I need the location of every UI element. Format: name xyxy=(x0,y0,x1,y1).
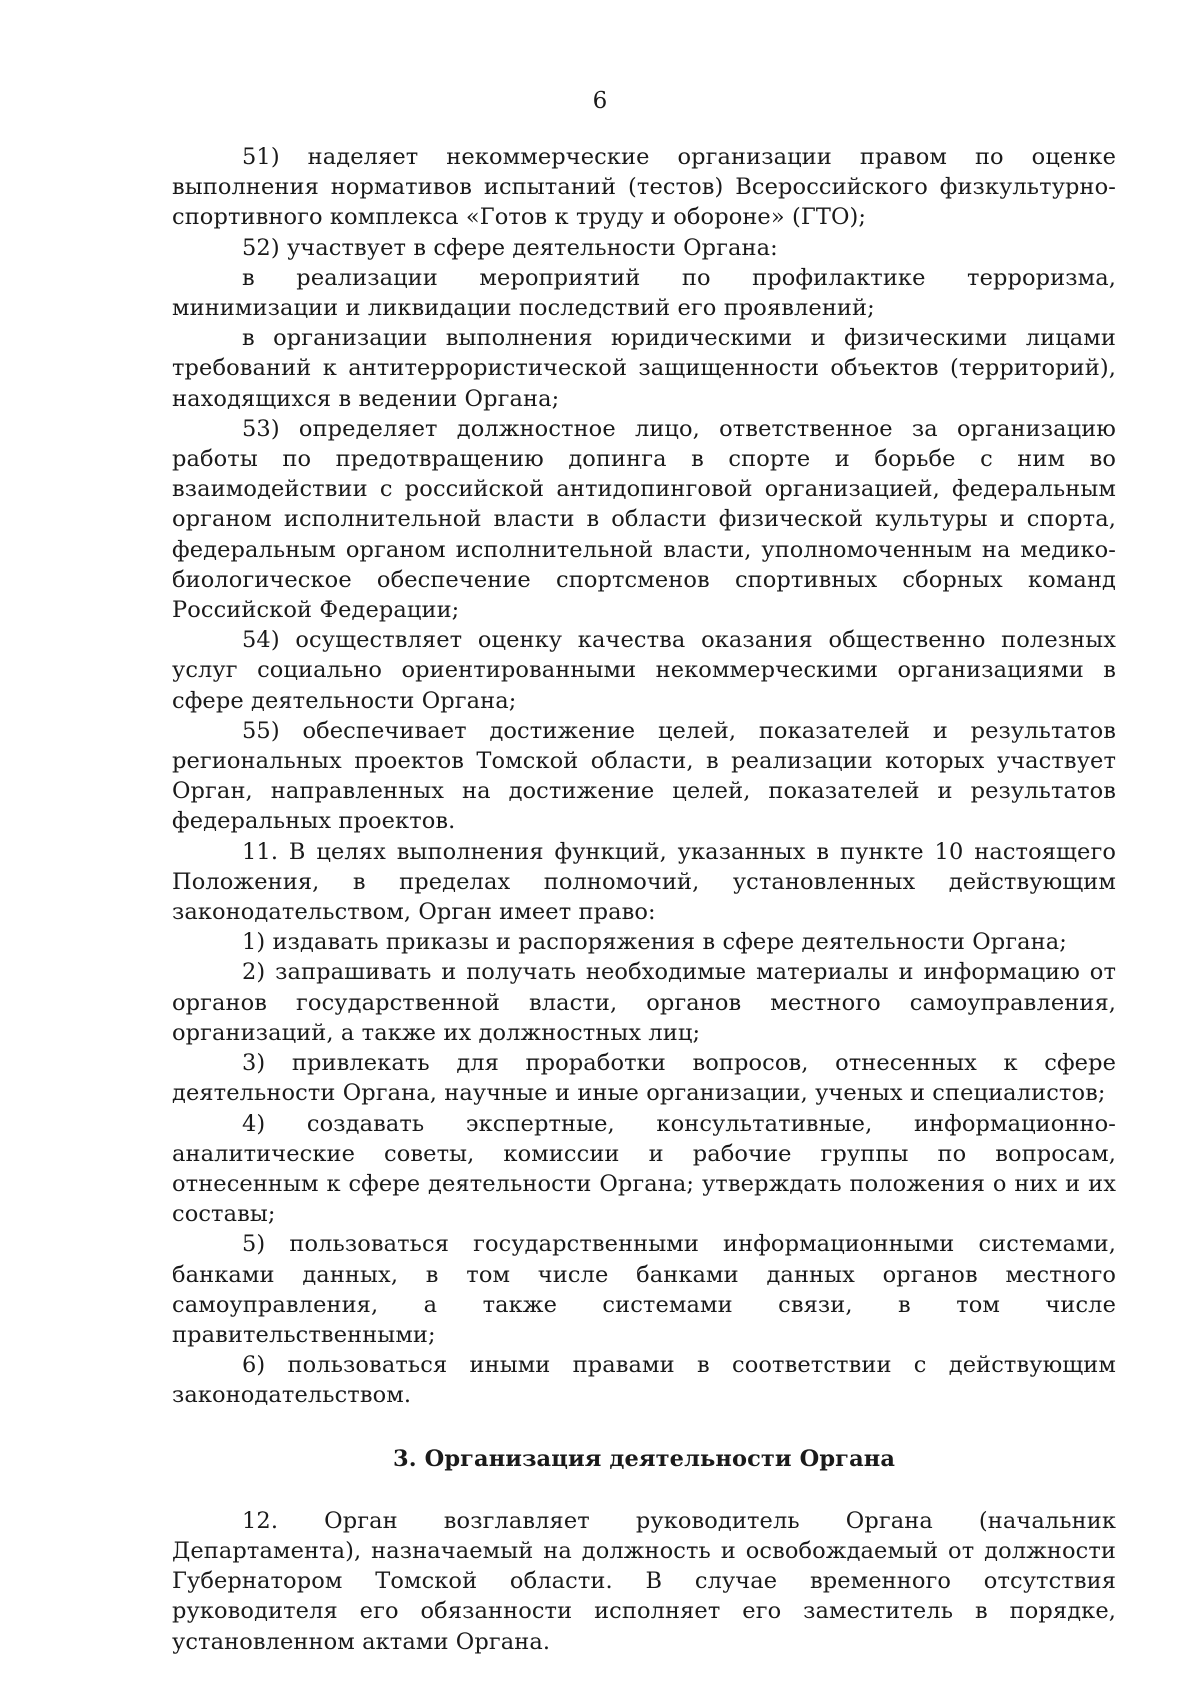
paragraph-item-54: 54) осуществляет оценку качества оказания общественно полезных услуг социально ориентированными некоммерческими организациями в сфере деятельности Органа; xyxy=(172,627,1116,714)
paragraph-clause-12: 12. Орган возглавляет руководитель Органа (начальник Департамента), назначаемый на должность и освобождаемый от должности Губернатором Томской области. В случае временного отсутствия руководителя его обязанности исполняет его заместитель в порядке, установленном актами Органа. xyxy=(172,1507,1116,1655)
paragraph-right-5: 5) пользоваться государственными информационными системами, банками данных, в том числе банками данных органов местного самоуправления, а также системами связи, в том числе правительственными; xyxy=(172,1231,1116,1348)
paragraph-clause-11: 11. В целях выполнения функций, указанных в пункте 10 настоящего Положения, в пределах полномочий, установленных действующим законодательством, Орган имеет право: xyxy=(172,838,1116,926)
paragraph-item-52-terrorism: в реализации мероприятий по профилактике терроризма, минимизации и ликвидации последствий его проявлений; xyxy=(172,264,1116,322)
paragraph-item-51: 51) наделяет некоммерческие организации правом по оценке выполнения нормативов испытаний (тестов) Всероссийского физкультурно-спортивного комплекса «Готов к труду и обороне» (ГТО); xyxy=(172,144,1116,231)
paragraph-right-2: 2) запрашивать и получать необходимые материалы и информацию от органов государственной власти, органов местного самоуправления, организаций, а также их должностных лиц; xyxy=(172,959,1116,1046)
paragraph-right-4: 4) создавать экспертные, консультативные, информационно-аналитические советы, комиссии и рабочие группы по вопросам, отнесенным к сфере деятельности Органа; утверждать положения о них и их составы; xyxy=(172,1110,1116,1228)
paragraph-right-1: 1) издавать приказы и распоряжения в сфере деятельности Органа; xyxy=(242,929,1067,956)
paragraph-item-55: 55) обеспечивает достижение целей, показателей и результатов региональных проектов Томской области, в реализации которых участвует Орган, направленных на достижение целей, показателей и результатов федеральных проектов. xyxy=(172,717,1116,835)
page-number: 6 xyxy=(592,88,608,114)
paragraph-item-53: 53) определяет должностное лицо, ответственное за организацию работы по предотвращению допинга в спорте и борьбе с ним во взаимодействии с российской антидопинговой организацией, федеральным органом исполнительной власти в области физической культуры и спорта, федеральным органом исполнительной власти, уполномоченным на медико-биологическое обеспечение спортсменов спортивных сборных команд Российской Федерации; xyxy=(172,415,1116,624)
paragraph-item-52: 52) участвует в сфере деятельности Органа: xyxy=(242,234,778,261)
paragraph-right-3: 3) привлекать для проработки вопросов, отнесенных к сфере деятельности Органа, научные и иные организации, ученых и специалистов; xyxy=(172,1050,1116,1107)
paragraph-right-6: 6) пользоваться иными правами в соответствии с действующим законодательством. xyxy=(172,1352,1116,1409)
section-heading: 3. Организация деятельности Органа xyxy=(393,1445,895,1472)
document-body xyxy=(172,142,1116,1657)
paragraph-item-52-protection: в организации выполнения юридическими и физическими лицами требований к антитеррористической защищенности объектов (территорий), находящихся в ведении Органа; xyxy=(172,325,1116,412)
